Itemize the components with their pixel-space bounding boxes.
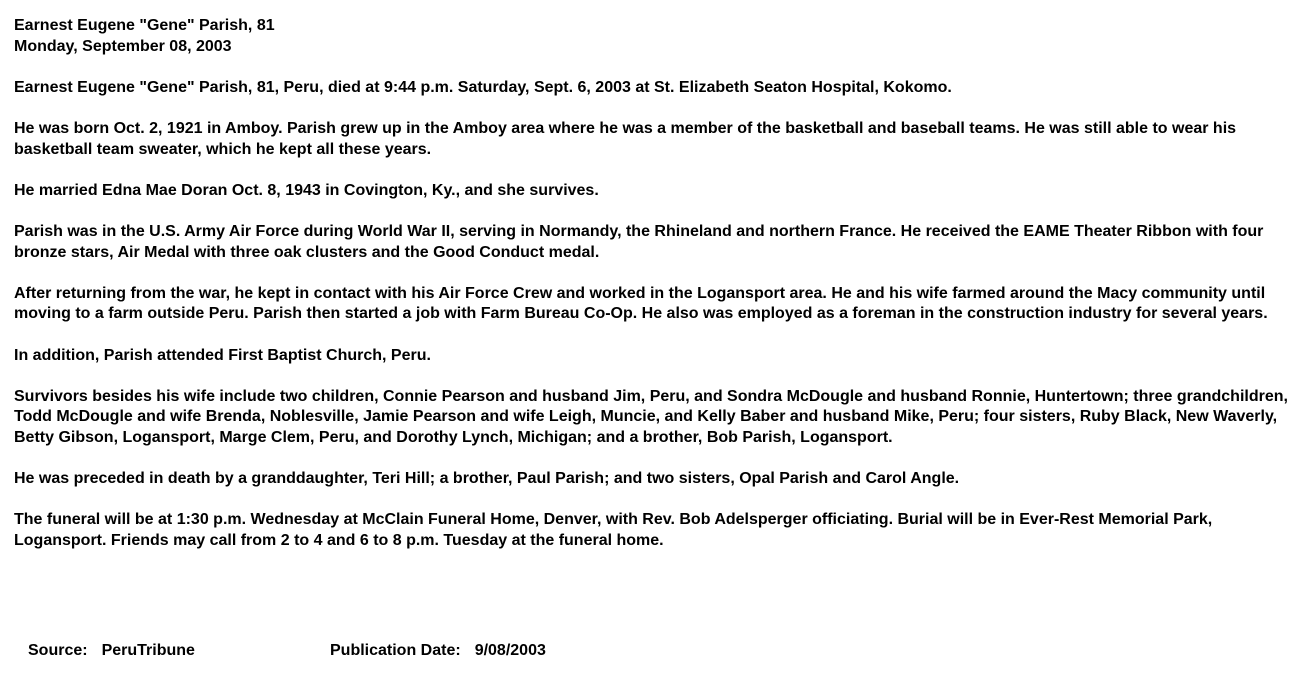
paragraph-military-service: Parish was in the U.S. Army Air Force during World War II, serving in Normandy, the Rhineland and northern France. He received the EAME Theater Ribbon with four bronze stars, Air Medal with three oak clusters and the Good Conduct medal. <box>14 222 1264 261</box>
paragraph-funeral-arrangements: The funeral will be at 1:30 p.m. Wednesday at McClain Funeral Home, Denver, with Rev. Bob Adelsperger officiating. Burial will be in Ever-Rest Memorial Park, Logansport. Friends may call from 2 to 4 and 6 to 8 p.m. Tuesday at the funeral home. <box>14 511 1213 549</box>
document-footer <box>28 641 1278 663</box>
obituary-title: Earnest Eugene "Gene" Parish, 81 <box>14 17 275 34</box>
paragraph-career: After returning from the war, he kept in contact with his Air Force Crew and worked in the Logansport area. He and his wife farmed around the Macy community until moving to a farm outside Peru. Parish then started a job with Farm Bureau Co-Op. He also was employed as a foreman in the construction industry for several years. <box>14 284 1268 323</box>
paragraph-church: In addition, Parish attended First Baptist Church, Peru. <box>14 346 431 364</box>
publication-info <box>330 641 546 662</box>
paragraph-preceded-in-death: He was preceded in death by a granddaughter, Teri Hill; a brother, Paul Parish; and two sisters, Opal Parish and Carol Angle. <box>14 470 960 488</box>
source-value: PeruTribune <box>101 642 195 659</box>
publication-date-value: 9/08/2003 <box>474 642 546 659</box>
source-info <box>28 641 195 662</box>
obituary-date: Monday, September 08, 2003 <box>14 37 232 55</box>
paragraph-marriage: He married Edna Mae Doran Oct. 8, 1943 in Covington, Ky., and she survives. <box>14 181 599 199</box>
paragraph-death-notice: Earnest Eugene "Gene" Parish, 81, Peru, died at 9:44 p.m. Saturday, Sept. 6, 2003 at St. Elizabeth Seaton Hospital, Kokomo. <box>14 78 952 96</box>
paragraph-survivors: Survivors besides his wife include two children, Connie Pearson and husband Jim, Peru, and Sondra McDougle and husband Ronnie, Huntertown; three grandchildren, Todd McDougle and wife Brenda, Noblesville, Jamie Pearson and wife Leigh, Muncie, and Kelly Baber and husband Mike, Peru; four sisters, Ruby Black, New Waverly, Betty Gibson, Logansport, Marge Clem, Peru, and Dorothy Lynch, Michigan; and a brother, Bob Parish, Logansport. <box>14 387 1288 446</box>
paragraph-early-life: He was born Oct. 2, 1921 in Amboy. Parish grew up in the Amboy area where he was a member of the basketball and baseball teams. He was still able to wear his basketball team sweater, which he kept all these years. <box>14 119 1237 158</box>
publication-date-label: Publication Date: <box>330 642 461 659</box>
source-label: Source: <box>28 642 88 659</box>
obituary-document <box>14 16 1288 572</box>
